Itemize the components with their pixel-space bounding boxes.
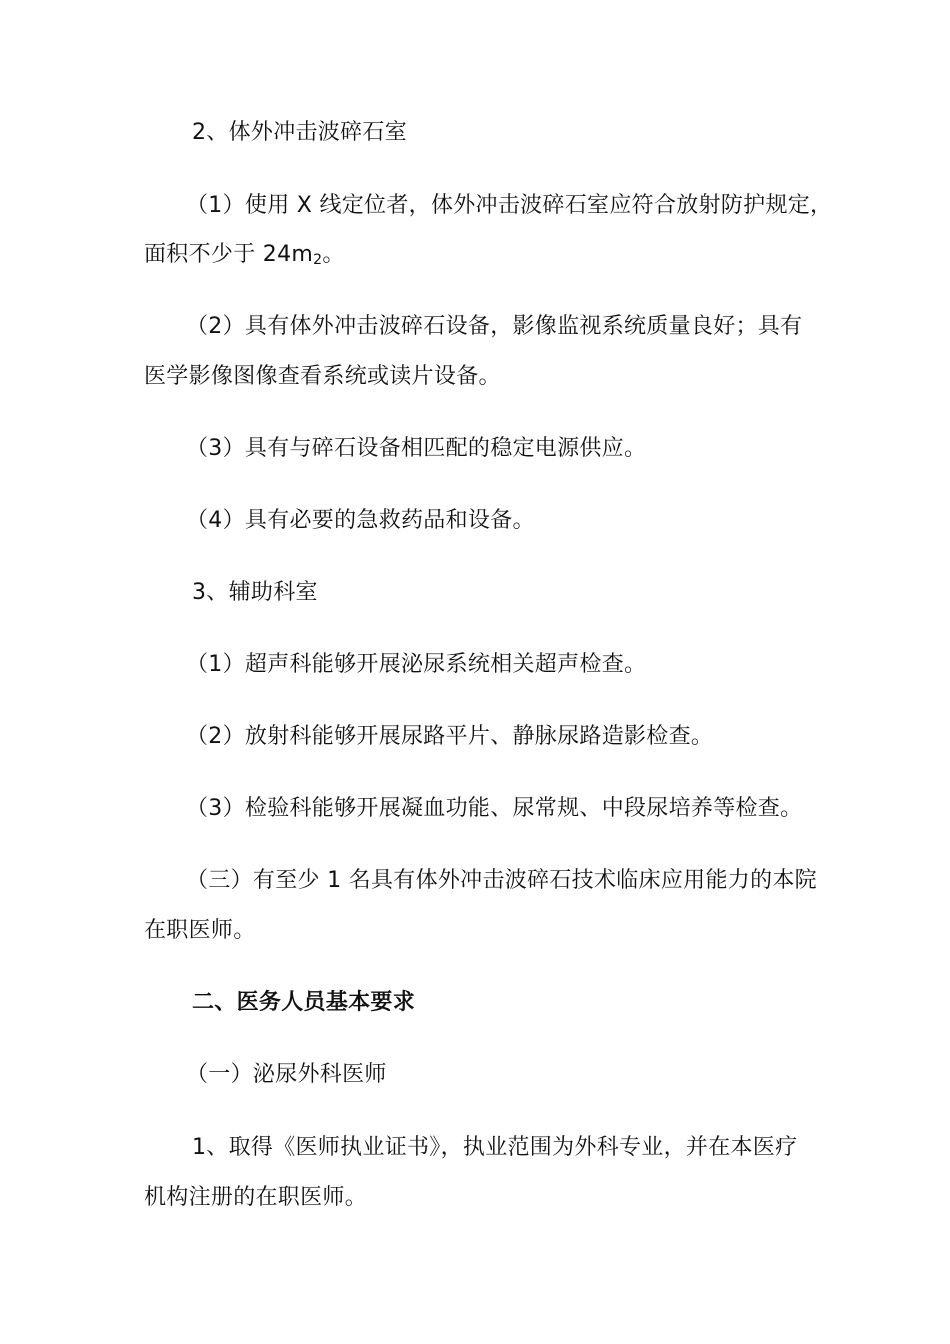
period: 。: [322, 242, 345, 267]
paragraph-line: （三）有至少 1 名具有体外冲击波碎石技术临床应用能力的本院: [186, 868, 817, 893]
heading-lithotripsy-room: 2、体外冲击波碎石室: [192, 120, 407, 145]
paragraph-line: 1、取得《医师执业证书》，执业范围为外科专业，并在本医疗: [192, 1135, 798, 1160]
paragraph-line: （2）放射科能够开展尿路平片、静脉尿路造影检查。: [186, 724, 714, 749]
paragraph-line: 机构注册的在职医师。: [144, 1185, 368, 1210]
heading-auxiliary-departments: 3、辅助科室: [192, 580, 318, 605]
paragraph-line: （3）检验科能够开展凝血功能、尿常规、中段尿培养等检查。: [186, 796, 803, 821]
subsection-heading-urology-physician: （一）泌尿外科医师: [186, 1062, 387, 1087]
area-text: 面积不少于 24m: [144, 242, 314, 267]
paragraph-line: （2）具有体外冲击波碎石设备，影像监视系统质量良好；具有: [186, 314, 803, 339]
paragraph-line: 医学影像图像查看系统或读片设备。: [144, 364, 501, 389]
section-heading-staff-requirements: 二、医务人员基本要求: [192, 990, 416, 1015]
paragraph-line: （3）具有与碎石设备相匹配的稳定电源供应。: [186, 436, 647, 461]
paragraph-line: （1）使用 X 线定位者，体外冲击波碎石室应符合放射防护规定，: [186, 193, 833, 218]
paragraph-line: 在职医师。: [144, 918, 256, 943]
paragraph-line: （4）具有必要的急救药品和设备。: [186, 508, 535, 533]
paragraph-line: [144, 240, 345, 275]
subscript-2: 2: [313, 252, 323, 268]
paragraph-line: （1）超声科能够开展泌尿系统相关超声检查。: [186, 652, 647, 677]
